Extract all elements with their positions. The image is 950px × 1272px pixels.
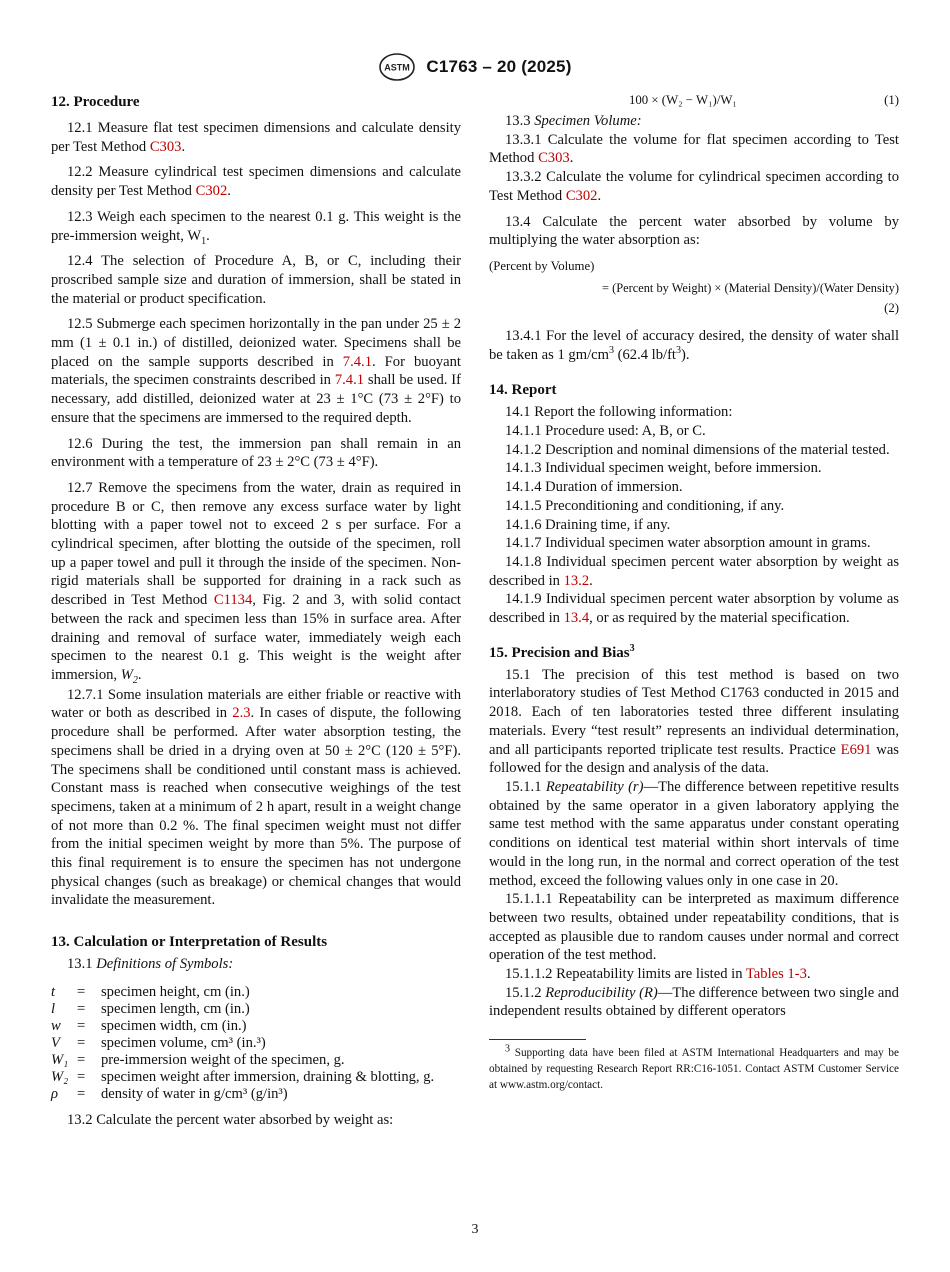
link-c1134[interactable]: C1134 <box>213 592 253 609</box>
equation-2 <box>489 258 899 320</box>
para-13-3-2: 13.3.2 Calculate the volume for cylindrical specimen according to Test Method C302. <box>489 169 899 204</box>
footnote-divider <box>489 1039 586 1040</box>
symbol-row: V = specimen volume, cm³ (in.³) <box>51 1034 266 1051</box>
report-item-14-1-9: 14.1.9 Individual specimen percent water absorption by volume as described in 13.4, or as required by the material specification. <box>489 591 899 627</box>
report-item: 14.1.2 Description and nominal dimensions of the material tested. <box>505 441 890 458</box>
para-12-7: 12.7 Remove the specimens from the water, drain as required in procedure B or C, then remove any excess surface water by light blotting with a paper towel not to exceed 2 s per surface. For a cylindrical specimen, after blotting the outside of the specimen, roll up a paper towel and pull it through the inside of the specimen. Non-rigid materials shall be supported for draining in a rack such as described in Test Method C1134, Fig. 2 and 3, with solid contact between the rack and specimen less than 15% in surface area. After draining and removal of surface water, immediately weigh each specimen to the nearest 0.1 g. This weight is the weight after immersion, $W_2$. <box>51 479 461 686</box>
symbol-row: W₂ = specimen weight after immersion, draining & blotting, g. <box>51 1068 435 1085</box>
report-item: 14.1 Report the following information: <box>505 404 733 421</box>
para-12-5: 12.5 Submerge each specimen horizontally in the pan under 25 ± 2 mm (1 ± 0.1 in.) of distilled, deionized water. Specimens shall be placed on the sample supports described in 7.4.1. For buoyant materials, the specimen constraints described in 7.4.1 shall be used. If necessary, add distilled, deionized water at 23 ± 1°C (73 ± 2°F) to ensure that the specimens are immersed to the required depth. <box>51 316 461 426</box>
link-c302-b[interactable]: C302 <box>565 187 598 204</box>
left-column <box>51 92 461 1130</box>
link-c302[interactable]: C302 <box>195 183 228 200</box>
equation-2-line2: = (Percent by Weight) × (Material Density)/(Water Density) <box>602 280 899 295</box>
astm-logo-icon <box>378 52 416 82</box>
equation-1-number: (1) <box>884 93 899 107</box>
para-12-2: 12.2 Measure cylindrical test specimen dimensions and calculate density per Test Method C302. <box>51 164 461 200</box>
para-15-1-1-1: 15.1.1.1 Repeatability can be interpreted as maximum difference between two results, obtained under repeatability conditions, that is accepted as plausible due to random causes under normal and correct operation of the test method. <box>489 891 899 964</box>
equation-1-body: 100 × (W₂ − W₁)/W₁ <box>629 93 737 107</box>
symbol-row: l = specimen length, cm (in.) <box>51 1000 250 1017</box>
page-number: 3 <box>471 1222 479 1237</box>
link-7-4-1-b[interactable]: 7.4.1 <box>334 372 365 389</box>
report-item: 14.1.6 Draining time, if any. <box>505 516 671 533</box>
para-13-3: 13.3 Specimen Volume: <box>505 113 642 129</box>
report-item: 14.1.5 Preconditioning and conditioning, if any. <box>505 497 785 514</box>
para-12-4: 12.4 The selection of Procedure A, B, or C, including their proscribed sample size and duration of immersion, shall be stated in the material or product specification. <box>51 253 461 307</box>
symbol-row: W₁ = pre-immersion weight of the specimen, g. <box>51 1051 345 1068</box>
report-item: 14.1.7 Individual specimen water absorption amount in grams. <box>505 535 871 552</box>
report-item: 14.1.1 Procedure used: A, B, or C. <box>505 423 706 440</box>
right-column <box>489 92 899 1093</box>
para-15-1-2: 15.1.2 Reproducibility (R)—The difference between two single and independent results obtained by different operators <box>489 984 899 1020</box>
para-13-1: 13.1 Definitions of Symbols: <box>67 956 234 973</box>
para-15-1: 15.1 The precision of this test method is based on two interlaboratory studies of Test Method C1763 conducted in 2015 and 2018. Each of ten laboratories tested three different insulating materials. Every “test result” represents an individual determination, and all participants reported triplicate test results. Practice E691 was followed for the design and analysis of the data. <box>489 666 899 777</box>
para-15-1-1-2: 15.1.1.2 Repeatability limits are listed in Tables 1-3. <box>505 966 811 983</box>
equation-1 <box>489 92 899 112</box>
link-e691[interactable]: E691 <box>840 741 872 758</box>
para-12-1: 12.1 Measure flat test specimen dimensions and calculate density per Test Method C303. <box>51 120 461 155</box>
report-item: 14.1.4 Duration of immersion. <box>505 479 683 496</box>
report-item-14-1-8: 14.1.8 Individual specimen percent water absorption by weight as described in 13.2. <box>489 553 899 589</box>
logo-text: ASTM <box>384 62 411 73</box>
para-12-6: 12.6 During the test, the immersion pan shall remain in an environment with a temperature of 23 ± 2°C (73 ± 4°F). <box>51 435 461 471</box>
para-12-3: 12.3 Weigh each specimen to the nearest 0.1 g. This weight is the pre-immersion weight, $W_1$. <box>51 208 461 247</box>
link-2-3[interactable]: 2.3 <box>232 705 251 722</box>
symbol-definitions <box>51 984 434 1103</box>
section-13-heading: 13. Calculation or Interpretation of Results <box>51 934 328 951</box>
footnote-3: $^3$ Supporting data have been filed at ASTM International Headquarters and may be obtained by requesting Research Report RR:C16-1051. Contact ASTM Customer Service at www.astm.org/contact. <box>489 1043 899 1091</box>
equation-2-number: (2) <box>884 300 899 315</box>
symbol-row: w = specimen width, cm (in.) <box>51 1017 247 1034</box>
link-c303[interactable]: C303 <box>149 138 182 155</box>
link-7-4-1[interactable]: 7.4.1 <box>342 353 372 370</box>
para-13-2: 13.2 Calculate the percent water absorbed by weight as: <box>67 1111 394 1128</box>
para-15-1-1: 15.1.1 Repeatability (r)—The difference between repetitive results obtained by the same operator in a given laboratory applying the same test method with the same apparatus under constant operating conditions on identical test material within short intervals of time would in the long run, in the normal and correct operation of the test method, exceed the following values only in one case in 20. <box>489 778 899 889</box>
para-13-3-1: 13.3.1 Calculate the volume for flat specimen according to Test Method C303. <box>489 131 899 167</box>
report-item: 14.1.3 Individual specimen weight, before immersion. <box>505 460 822 477</box>
para-13-4-1: 13.4.1 For the level of accuracy desired, the density of water shall be taken as 1 $gm/cm^3$ (62.4 $lb/ft^3$). <box>489 327 899 363</box>
section-12-heading: 12. Procedure <box>51 94 140 110</box>
para-12-7-1: 12.7.1 Some insulation materials are either friable or reactive with water or both as described in 2.3. In cases of dispute, the following procedure shall be performed. After water absorption testing, the specimens shall be dried in a drying oven at 50 ± 2°C (120 ± 5°F). The specimens shall be conditioned until constant mass is achieved. Constant mass is reached when consecutive weighings of the test specimens, taken at a minimum of 2 h apart, result in a weight change of not more than 0.2 %. The final specimen weight must not differ from the initial specimen weight by more than 5%. The purpose of this final requirement is to ensure the specimen has not undergone physical changes (such as breakage) or chemical changes that would invalidate the measurement. <box>51 686 462 909</box>
section-15-heading: 15. Precision and Bias$^3$ <box>489 642 635 661</box>
link-13-2[interactable]: 13.2 <box>563 572 590 589</box>
section-14-heading: 14. Report <box>489 382 557 399</box>
page-header <box>0 52 950 82</box>
para-13-4: 13.4 Calculate the percent water absorbed by volume by multiplying the water absorption as: <box>489 213 899 249</box>
symbol-row: ρ = density of water in g/cm³ (g/in³) <box>51 1085 288 1102</box>
symbol-row: t = specimen height, cm (in.) <box>51 983 250 1000</box>
link-tables-1-3[interactable]: Tables 1-3 <box>745 966 807 983</box>
link-13-4[interactable]: 13.4 <box>563 610 590 627</box>
link-c303-b[interactable]: C303 <box>538 150 570 167</box>
equation-2-line1: (Percent by Volume) <box>489 258 595 273</box>
standard-designation: C1763 – 20 (2025) <box>426 57 572 76</box>
